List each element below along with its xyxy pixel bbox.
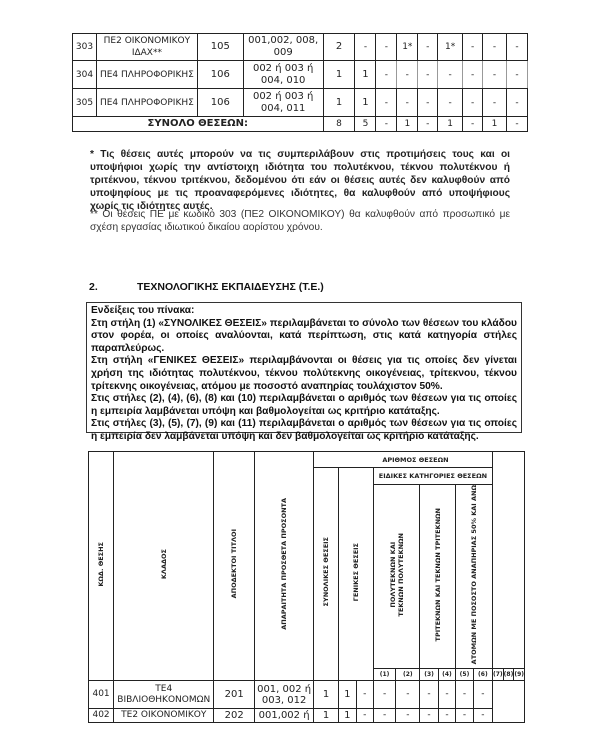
- table-row: [89, 681, 525, 709]
- total-label: ΣΥΝΟΛΟ ΘΕΣΕΩΝ:: [73, 117, 324, 132]
- footnote-asterisk: * Τις θέσεις αυτές μπορούν να τις συμπεριλάβουν στις προτιμήσεις τους και οι υποψήφιοι χωρίς την αντίστοιχη ιδιότητα του πολυτέκνου, τέκνου πολυτέκνου ή τριτέκνου, τέκνου τριτέκνου, δεδομένου ότι εάν οι θέσεις αυτές δεν καλυφθούν από υποψηφίους με τις προαναφερόμενες ιδιότητες, θα καλυφθούν από υποψήφιους χωρίς τις ιδιότητες αυτές.: [90, 149, 510, 212]
- col-2: 1: [355, 89, 376, 117]
- klados: ΠΕ4 ΠΛΗΡΟΦΟΡΙΚΗΣ: [96, 89, 197, 117]
- col-4: -: [373, 709, 395, 723]
- col-9: -: [473, 681, 492, 709]
- header-atomon: ΑΤΟΜΩΝ ΜΕ ΠΟΣΟΣΤΟ ΑΝΑΠΗΡΙΑΣ 50% ΚΑΙ ΑΝΩ: [456, 485, 493, 669]
- col-5: -: [396, 709, 420, 723]
- position-code: 303: [73, 34, 97, 61]
- column-number: (6): [473, 669, 492, 681]
- col-1: 2: [323, 34, 355, 61]
- table-row: [73, 61, 528, 89]
- col-2: 1: [338, 681, 356, 709]
- klados: ΤΕ2 ΟΙΚΟΝΟΜΙΚΟΥ: [114, 709, 214, 723]
- col-4: -: [397, 89, 418, 117]
- col-6: 1*: [438, 34, 463, 61]
- required-qualifications: 001,002 ή: [254, 709, 313, 723]
- total-col-1: 8: [323, 117, 355, 132]
- col-3: -: [376, 61, 397, 89]
- col-4: -: [397, 61, 418, 89]
- col-8: -: [483, 61, 507, 89]
- col-7: -: [438, 681, 456, 709]
- col-6: -: [438, 89, 463, 117]
- col-3: -: [376, 34, 397, 61]
- col-6: -: [420, 709, 438, 723]
- header-arithmos-theseon: ΑΡΙΘΜΟΣ ΘΕΣΕΩΝ: [314, 452, 493, 468]
- col-3: -: [356, 681, 373, 709]
- col-9: -: [506, 34, 527, 61]
- klados: ΠΕ2 ΟΙΚΟΝΟΜΙΚΟΥ ΙΔΑΧ**: [96, 34, 197, 61]
- klados: ΠΕ4 ΠΛΗΡΟΦΟΡΙΚΗΣ: [96, 61, 197, 89]
- position-code: 401: [89, 681, 114, 709]
- col-1: 1: [323, 61, 355, 89]
- column-number: (3): [420, 669, 438, 681]
- header-polyteknon: ΠΟΛΥΤΕΚΝΩΝ ΚΑΙ ΤΕΚΝΩΝ ΠΟΛΥΤΕΚΝΩΝ: [373, 485, 420, 669]
- col-9: -: [473, 709, 492, 723]
- positions-table-pe: [72, 33, 528, 132]
- position-code: 305: [73, 89, 97, 117]
- column-number: (7): [492, 669, 503, 681]
- required-qualifications: 001,002, 008, 009: [243, 34, 323, 61]
- col-7: -: [463, 89, 483, 117]
- total-col-5: -: [418, 117, 438, 132]
- section-number: 2.: [89, 281, 98, 293]
- positions-table-te: [88, 451, 525, 723]
- column-number: (9): [514, 669, 525, 681]
- col-9: -: [506, 89, 527, 117]
- section-heading: [89, 281, 324, 293]
- legend-paragraph: Στις στήλες (2), (4), (6), (8) και (10) περιλαμβάνεται ο αριθμός των θέσεων για τις οποίες η εμπειρία λαμβάνεται υπόψη και βαθμολογείται ως κριτήριο κατάταξης.: [91, 393, 517, 417]
- accepted-titles: 201: [214, 681, 255, 709]
- total-col-3: -: [376, 117, 397, 132]
- accepted-titles: 106: [197, 89, 243, 117]
- total-col-8: 1: [483, 117, 507, 132]
- col-7: -: [463, 61, 483, 89]
- column-number: (4): [438, 669, 456, 681]
- column-number: (5): [456, 669, 474, 681]
- col-2: 1: [338, 709, 356, 723]
- col-8: -: [483, 34, 507, 61]
- col-3: -: [356, 709, 373, 723]
- required-qualifications: 001, 002 ή 003, 012: [254, 681, 313, 709]
- col-6: -: [438, 61, 463, 89]
- header-klados: ΚΛΑΔΟΣ: [114, 452, 214, 681]
- table-row: [73, 34, 528, 61]
- header-prosonta: ΑΠΑΡΑΙΤΗΤΑ ΠΡΟΣΘΕΤΑ ΠΡΟΣΟΝΤΑ: [254, 452, 313, 681]
- required-qualifications: 002 ή 003 ή 004, 011: [243, 89, 323, 117]
- header-code: ΚΩΔ. ΘΕΣΗΣ: [89, 452, 114, 681]
- col-5: -: [418, 61, 438, 89]
- col-2: 1: [355, 61, 376, 89]
- legend-paragraph: Στις στήλες (3), (5), (7), (9) και (11) περιλαμβάνεται ο αριθμός των θέσεων για τις οποίες η εμπειρία δεν λαμβάνεται υπόψη και δεν βαθμολογείται ως κριτήριο κατάταξης.: [91, 418, 517, 442]
- col-4: 1*: [397, 34, 418, 61]
- total-col-9: -: [506, 117, 527, 132]
- total-col-2: 5: [355, 117, 376, 132]
- legend-paragraph: Στη στήλη «ΓΕΝΙΚΕΣ ΘΕΣΕΙΣ» περιλαμβάνονται οι θέσεις για τις οποίες δεν γίνεται χρήση της ιδιότητας πολυτέκνου, τέκνου πολύτεκνης οικογένειας, τρίτεκνου, τέκνου τρίτεκνης οικογένειας, ατόμου με ποσοστό αναπηρίας τουλάχιστον 50%.: [91, 355, 517, 392]
- col-2: -: [355, 34, 376, 61]
- col-5: -: [418, 89, 438, 117]
- col-1: 1: [323, 89, 355, 117]
- col-5: -: [396, 681, 420, 709]
- table-legend-box: [86, 302, 522, 442]
- col-8: -: [483, 89, 507, 117]
- col-4: -: [373, 681, 395, 709]
- total-col-7: -: [463, 117, 483, 132]
- header-synolikes: ΣΥΝΟΛΙΚΕΣ ΘΕΣΕΙΣ: [314, 468, 339, 681]
- table-row: [89, 709, 525, 723]
- total-col-6: 1: [438, 117, 463, 132]
- total-col-4: 1: [397, 117, 418, 132]
- header-triteknon: ΤΡΙΤΕΚΝΩΝ ΚΑΙ ΤΕΚΝΩΝ ΤΡΙΤΕΚΝΩΝ: [420, 485, 456, 669]
- total-row: [73, 117, 528, 132]
- col-9: -: [506, 61, 527, 89]
- col-6: -: [420, 681, 438, 709]
- position-code: 402: [89, 709, 114, 723]
- legend-heading: Ενδείξεις του πίνακα:: [91, 305, 195, 316]
- legend-paragraph: Στη στήλη (1) «ΣΥΝΟΛΙΚΕΣ ΘΕΣΕΙΣ» περιλαμβάνεται το σύνολο των θέσεων του κλάδου στον φορέα, οι οποίες αναλύονται, κατά περίπτωση, στις κατά κατηγορία στήλες παραπλεύρως.: [91, 317, 517, 354]
- col-7: -: [438, 709, 456, 723]
- col-3: -: [376, 89, 397, 117]
- header-genikes: ΓΕΝΙΚΕΣ ΘΕΣΕΙΣ: [338, 468, 373, 681]
- col-7: -: [463, 34, 483, 61]
- accepted-titles: 202: [214, 709, 255, 723]
- col-8: -: [456, 709, 474, 723]
- accepted-titles: 105: [197, 34, 243, 61]
- position-code: 304: [73, 61, 97, 89]
- footnote-double-asterisk: ** Οι θέσεις ΠΕ με κωδικό 303 (ΠΕ2 ΟΙΚΟΝΟΜΙΚΟΥ) θα καλυφθούν από προσωπικό με σχέση εργασίας ιδιωτικού δικαίου αορίστου χρόνου.: [90, 209, 510, 233]
- header-titles: ΑΠΟΔΕΚΤΟΙ ΤΙΤΛΟΙ: [214, 452, 255, 681]
- klados: ΤΕ4 ΒΙΒΛΙΟΘΗΚΟΝΟΜΩΝ: [114, 681, 214, 709]
- section-title: ΤΕΧΝΟΛΟΓΙΚΗΣ ΕΚΠΑΙΔΕΥΣΗΣ (Τ.Ε.): [137, 281, 324, 293]
- required-qualifications: 002 ή 003 ή 004, 010: [243, 61, 323, 89]
- col-5: -: [418, 34, 438, 61]
- column-number: (1): [373, 669, 395, 681]
- col-1: 1: [314, 681, 339, 709]
- col-8: -: [456, 681, 474, 709]
- table-row: [73, 89, 528, 117]
- header-eidikes: ΕΙΔΙΚΕΣ ΚΑΤΗΓΟΡΙΕΣ ΘΕΣΕΩΝ: [373, 468, 492, 485]
- accepted-titles: 106: [197, 61, 243, 89]
- column-number: (2): [396, 669, 420, 681]
- column-number: (8): [503, 669, 514, 681]
- col-1: 1: [314, 709, 339, 723]
